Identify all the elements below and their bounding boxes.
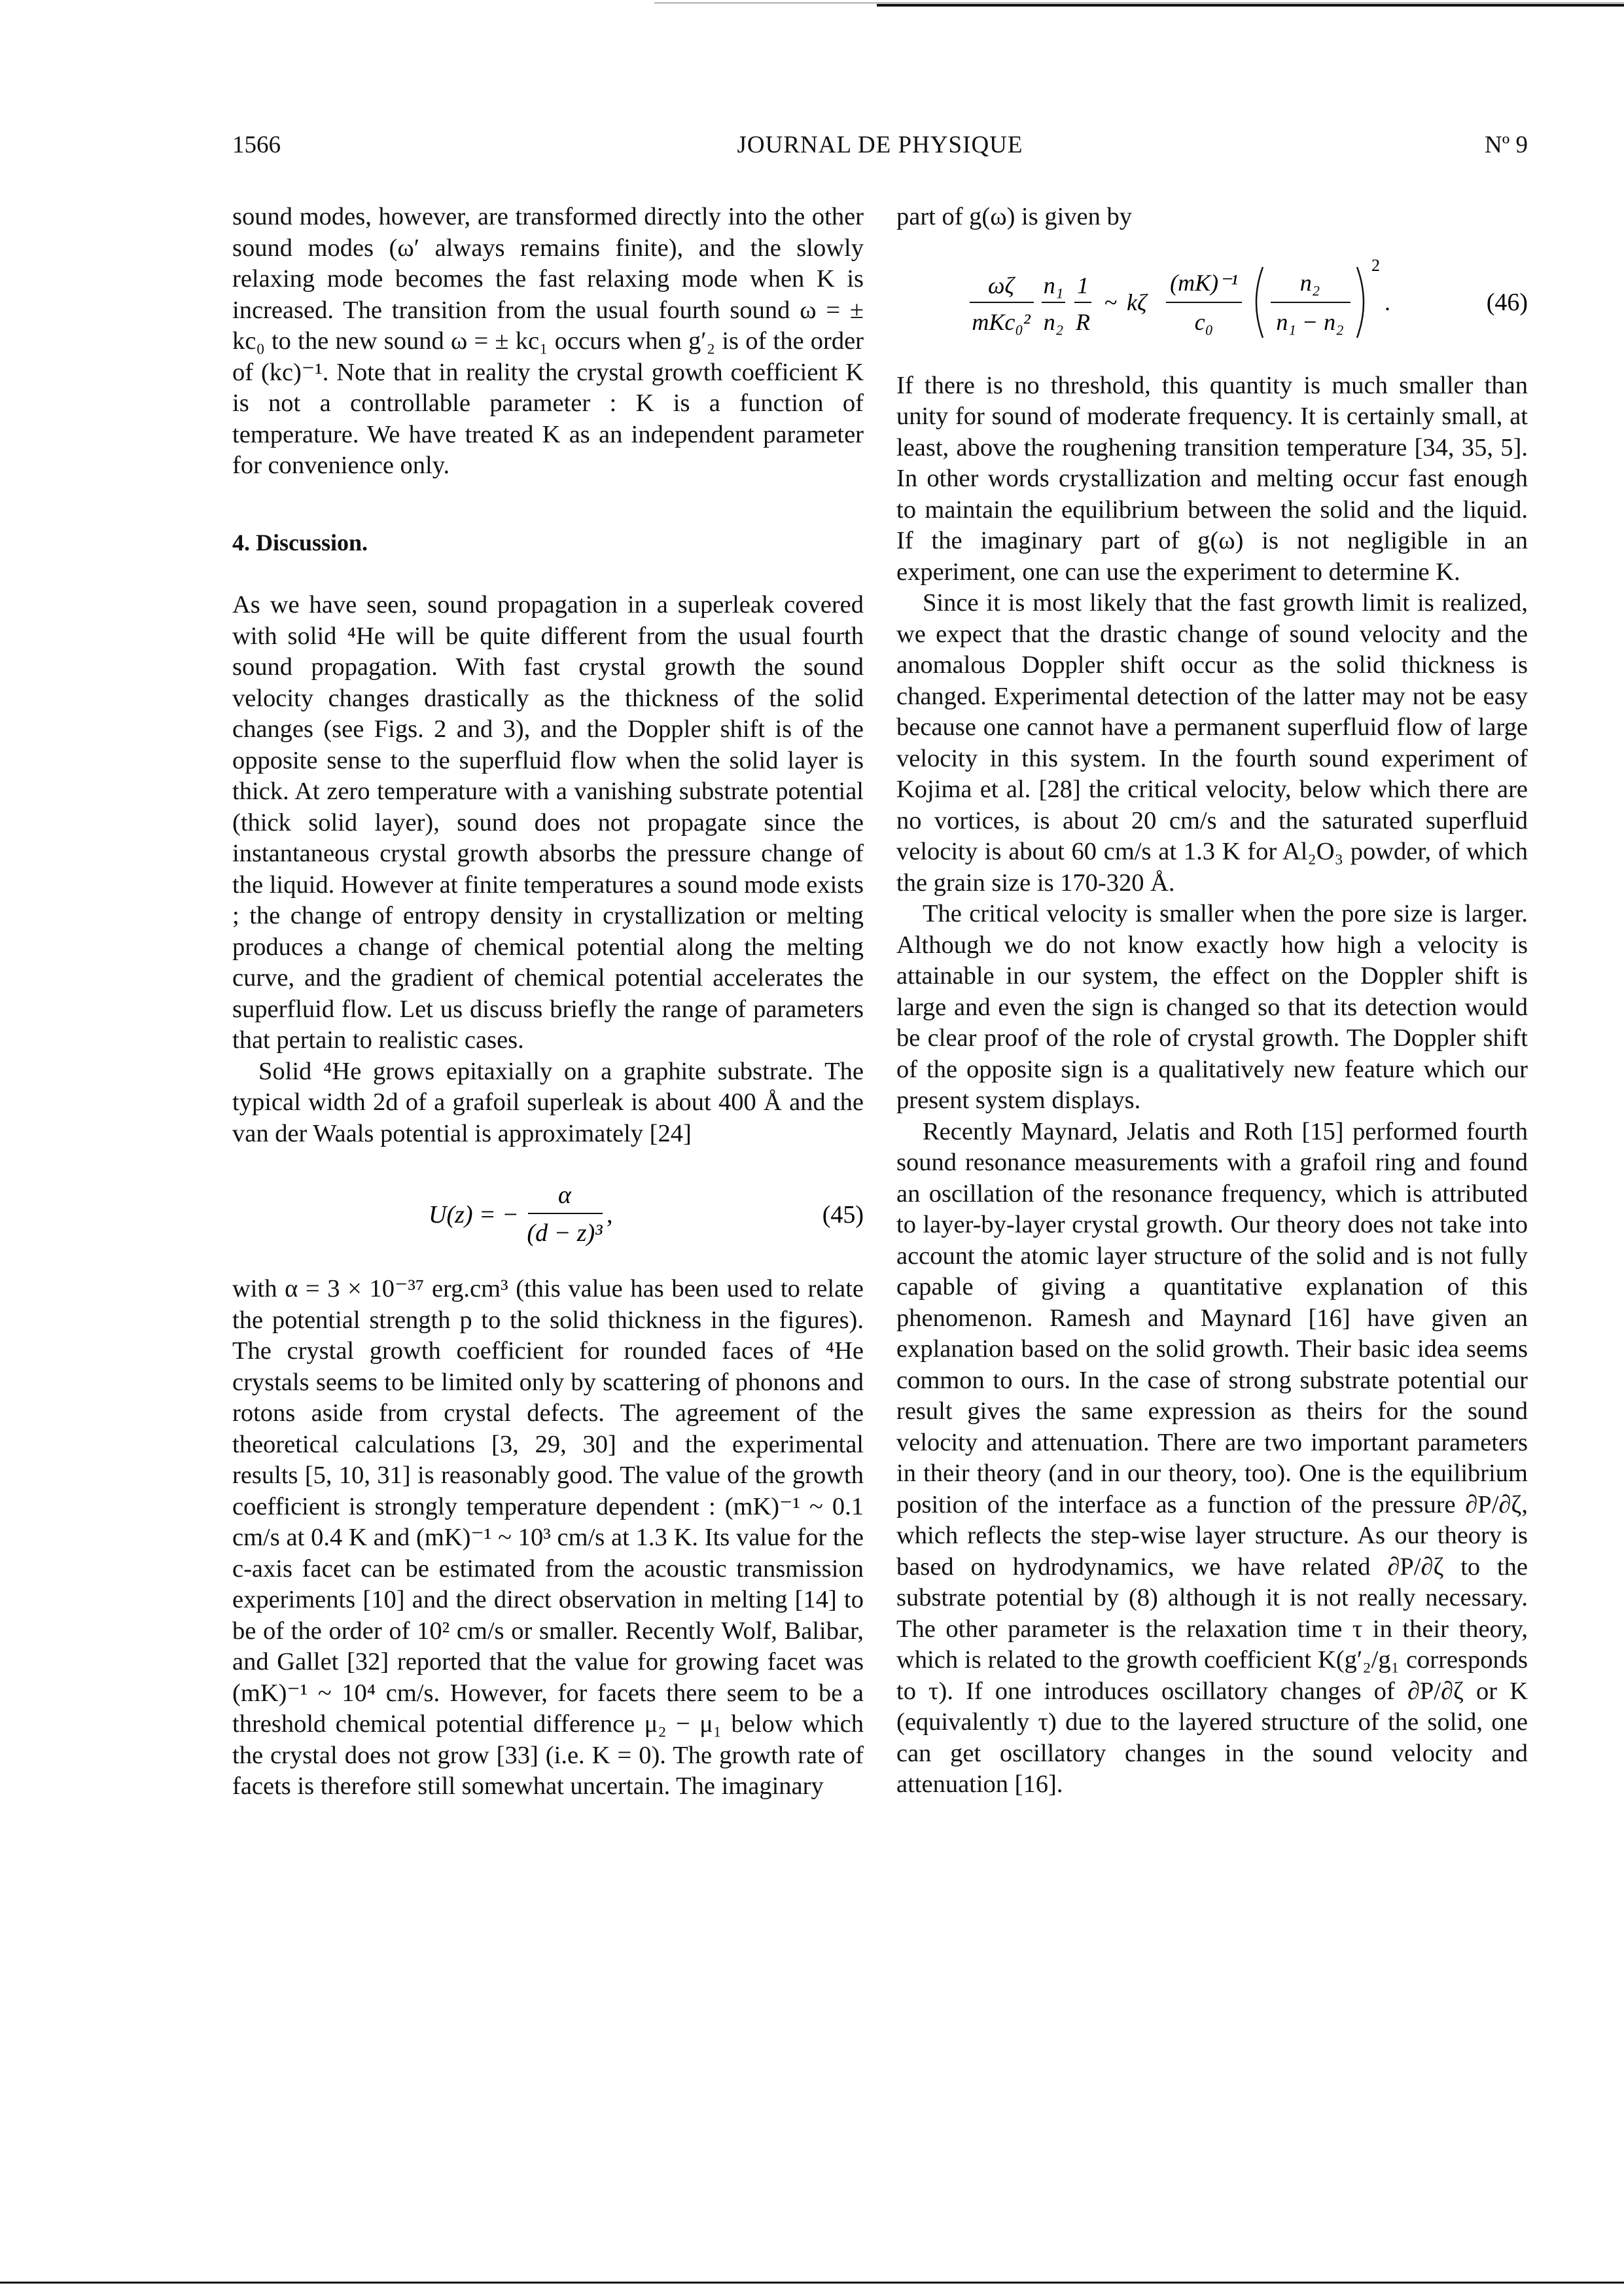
paragraph: with α = 3 × 10⁻³⁷ erg.cm³ (this value has been used to relate the potential strength p to the solid thickness in the figures). The crystal growth coefficient for rounded faces of ⁴He crystals seems to be limited only by scattering of phonons and rotons aside from crystal defects. The agreement of the theoretical calculations [3, 29, 30] and the experimental results [5, 10, 31] is reasonably good. The value of the growth coefficient is strongly temperature dependent : (mK)⁻¹ ~ 0.1 cm/s at 0.4 K and (mK)⁻¹ ~ 10³ cm/s at 1.3 K. Its value for the c-axis facet can be estimated from the acoustic transmission experiments [10] and the direct observation in melting [14] to be of the order of 10² cm/s or smaller. Recently Wolf, Balibar, and Gallet [32] reported that the value for growing facet was (mK)⁻¹ ~ 10⁴ cm/s. However, for facets there seem to be a threshold chemical potential difference μ₂ − μ₁ below which the crystal does not grow [33] (i.e. K = 0). The growth rate of facets is therefore still somewhat uncertain. The imaginary — [232, 1275, 864, 1800]
eq46-frac5-num: n₂ — [1299, 269, 1320, 296]
bottom-rule — [0, 2282, 1624, 2284]
eq46-sim: ~ — [1104, 289, 1118, 315]
eq46-kzeta: kζ — [1127, 289, 1147, 315]
running-header — [232, 131, 1528, 170]
paragraph: part of g(ω) is given by — [896, 203, 1132, 230]
right-column — [896, 202, 1528, 1801]
eq46-tail: . — [1385, 289, 1390, 315]
eq46-frac1-num: ωζ — [988, 272, 1014, 298]
paragraph: Solid ⁴He grows epitaxially on a graphite substrate. The typical width 2d of a grafoil superleak is about 400 Å and the van der Waals potential is approximately [24] — [232, 1057, 864, 1147]
eq46-frac5-den: n₁ − n₂ — [1276, 308, 1344, 335]
top-rule — [877, 4, 1624, 7]
eq46-frac2-den: n₂ — [1043, 308, 1064, 335]
eq46-frac1-den: mKc₀² — [972, 308, 1031, 335]
eq46-frac3-den: R — [1076, 308, 1090, 335]
paragraph: If there is no threshold, this quantity is much smaller than unity for sound of moderate frequency. It is certainly small, at least, above the roughening transition temperature [34, 35, 5]. In other words crystallization and melting occur fast enough to maintain the equilibrium between the solid and the liquid. If the imaginary part of g(ω) is not negligible in an experiment, one can use the experiment to determine K. — [896, 371, 1528, 586]
eq45-tail: , — [607, 1201, 613, 1229]
eq46-frac4-den: c₀ — [1194, 308, 1214, 335]
eq46-frac3-num: 1 — [1077, 272, 1089, 298]
paragraph: sound modes, however, are transformed directly into the other sound modes (ω′ always remains finite), and the slowly relaxing mode becomes the fast relaxing mode when K is increased. The transition from the usual fourth sound ω = ± kc₀ to the new sound ω = ± kc₁ occurs when g′₂ is of the order of (kc)⁻¹. Note that in reality the crystal growth coefficient K is not a controllable parameter : K is a function of temperature. We have treated K as an independent parameter for convenience only. — [232, 203, 864, 479]
journal-title: JOURNAL DE PHYSIQUE — [737, 132, 1023, 158]
equation-45 — [232, 1149, 864, 1274]
eq45-lhs: U(z) = − — [429, 1201, 519, 1229]
eq46-left-paren — [1256, 267, 1263, 338]
equation-46 — [896, 233, 1528, 370]
paragraph: Recently Maynard, Jelatis and Roth [15] performed fourth sound resonance measurements with a grafoil ring and found an oscillation of the resonance frequency, which is attributed to layer-by-layer crystal growth. Our theory does not take into account the atomic layer structure of the solid and is not fully capable of giving a quantitative explanation of this phenomenon. Ramesh and Maynard [16] have given an explanation based on the solid growth. Their basic idea seems common to ours. In the case of strong substrate potential our result gives the same expression as theirs for the sound velocity and attenuation. There are two important parameters in their theory (and in our theory, too). One is the equilibrium position of the interface as a function of the pressure ∂P/∂ζ, which reflects the step-wise layer structure. As our theory is based on hydrodynamics, we have related ∂P/∂ζ to the substrate potential by (8) although it is not really necessary. The other parameter is the relaxation time τ in their theory, which is related to the growth coefficient K(g′₂/g₁ corresponds to τ). If one introduces oscillatory changes of ∂P/∂ζ or K (equivalently τ) due to the layered structure of the solid, one can get oscillatory changes in the sound velocity and attenuation [16]. — [896, 1117, 1528, 1798]
equation-45-figure — [232, 1149, 864, 1274]
equation-46-figure — [896, 233, 1528, 370]
section-heading: 4. Discussion. — [232, 529, 368, 556]
paragraph: Since it is most likely that the fast growth limit is realized, we expect that the drastic change of sound velocity and the anomalous Doppler shift occur as the solid thickness is changed. Experimental detection of the latter may not be easy because one cannot have a permanent superfluid flow of large velocity in this system. In the fourth sound experiment of Kojima et al. [28] the critical velocity, below which there are no vortices, is about 20 cm/s and the saturated superfluid velocity is about 60 cm/s at 1.3 K for Al₂O₃ powder, of which the grain size is 170-320 Å. — [896, 589, 1528, 897]
eq46-number: (46) — [1486, 288, 1528, 316]
eq46-frac2-num: n₁ — [1043, 272, 1064, 298]
page-number: 1566 — [232, 132, 281, 158]
eq45-denominator: (d − z)³ — [527, 1219, 603, 1247]
left-column — [232, 202, 864, 1803]
paragraph: The critical velocity is smaller when the pore size is larger. Although we do not know exactly how high a velocity is attainable in our system, the effect on the Doppler shift is large and even the sign is changed so that its detection would be clear proof of the role of crystal growth. The Doppler shift of the opposite sign is a qualitatively new feature which our present system displays. — [896, 900, 1528, 1114]
eq46-right-paren — [1357, 267, 1364, 338]
eq45-numerator: α — [558, 1181, 571, 1209]
paragraph: As we have seen, sound propagation in a superleak covered with solid ⁴He will be quite different from the usual fourth sound propagation. With fast crystal growth the sound velocity changes drastically as the thickness of the solid changes (see Figs. 2 and 3), and the Doppler shift is of the opposite sense to the superfluid flow when the solid layer is thick. At zero temperature with a vanishing substrate potential (thick solid layer), sound does not propagate since the instantaneous crystal growth absorbs the pressure change of the liquid. However at finite temperatures a sound mode exists ; the change of entropy density in crystallization or melting produces a change of chemical potential along the melting curve, and the gradient of chemical potential accelerates the superfluid flow. Let us discuss briefly the range of parameters that pertain to realistic cases. — [232, 591, 864, 1054]
eq46-frac4-num: (mK)⁻¹ — [1170, 269, 1238, 296]
eq46-exponent: 2 — [1371, 255, 1380, 275]
issue-number: Nº 9 — [1485, 132, 1528, 158]
eq45-number: (45) — [822, 1201, 864, 1229]
